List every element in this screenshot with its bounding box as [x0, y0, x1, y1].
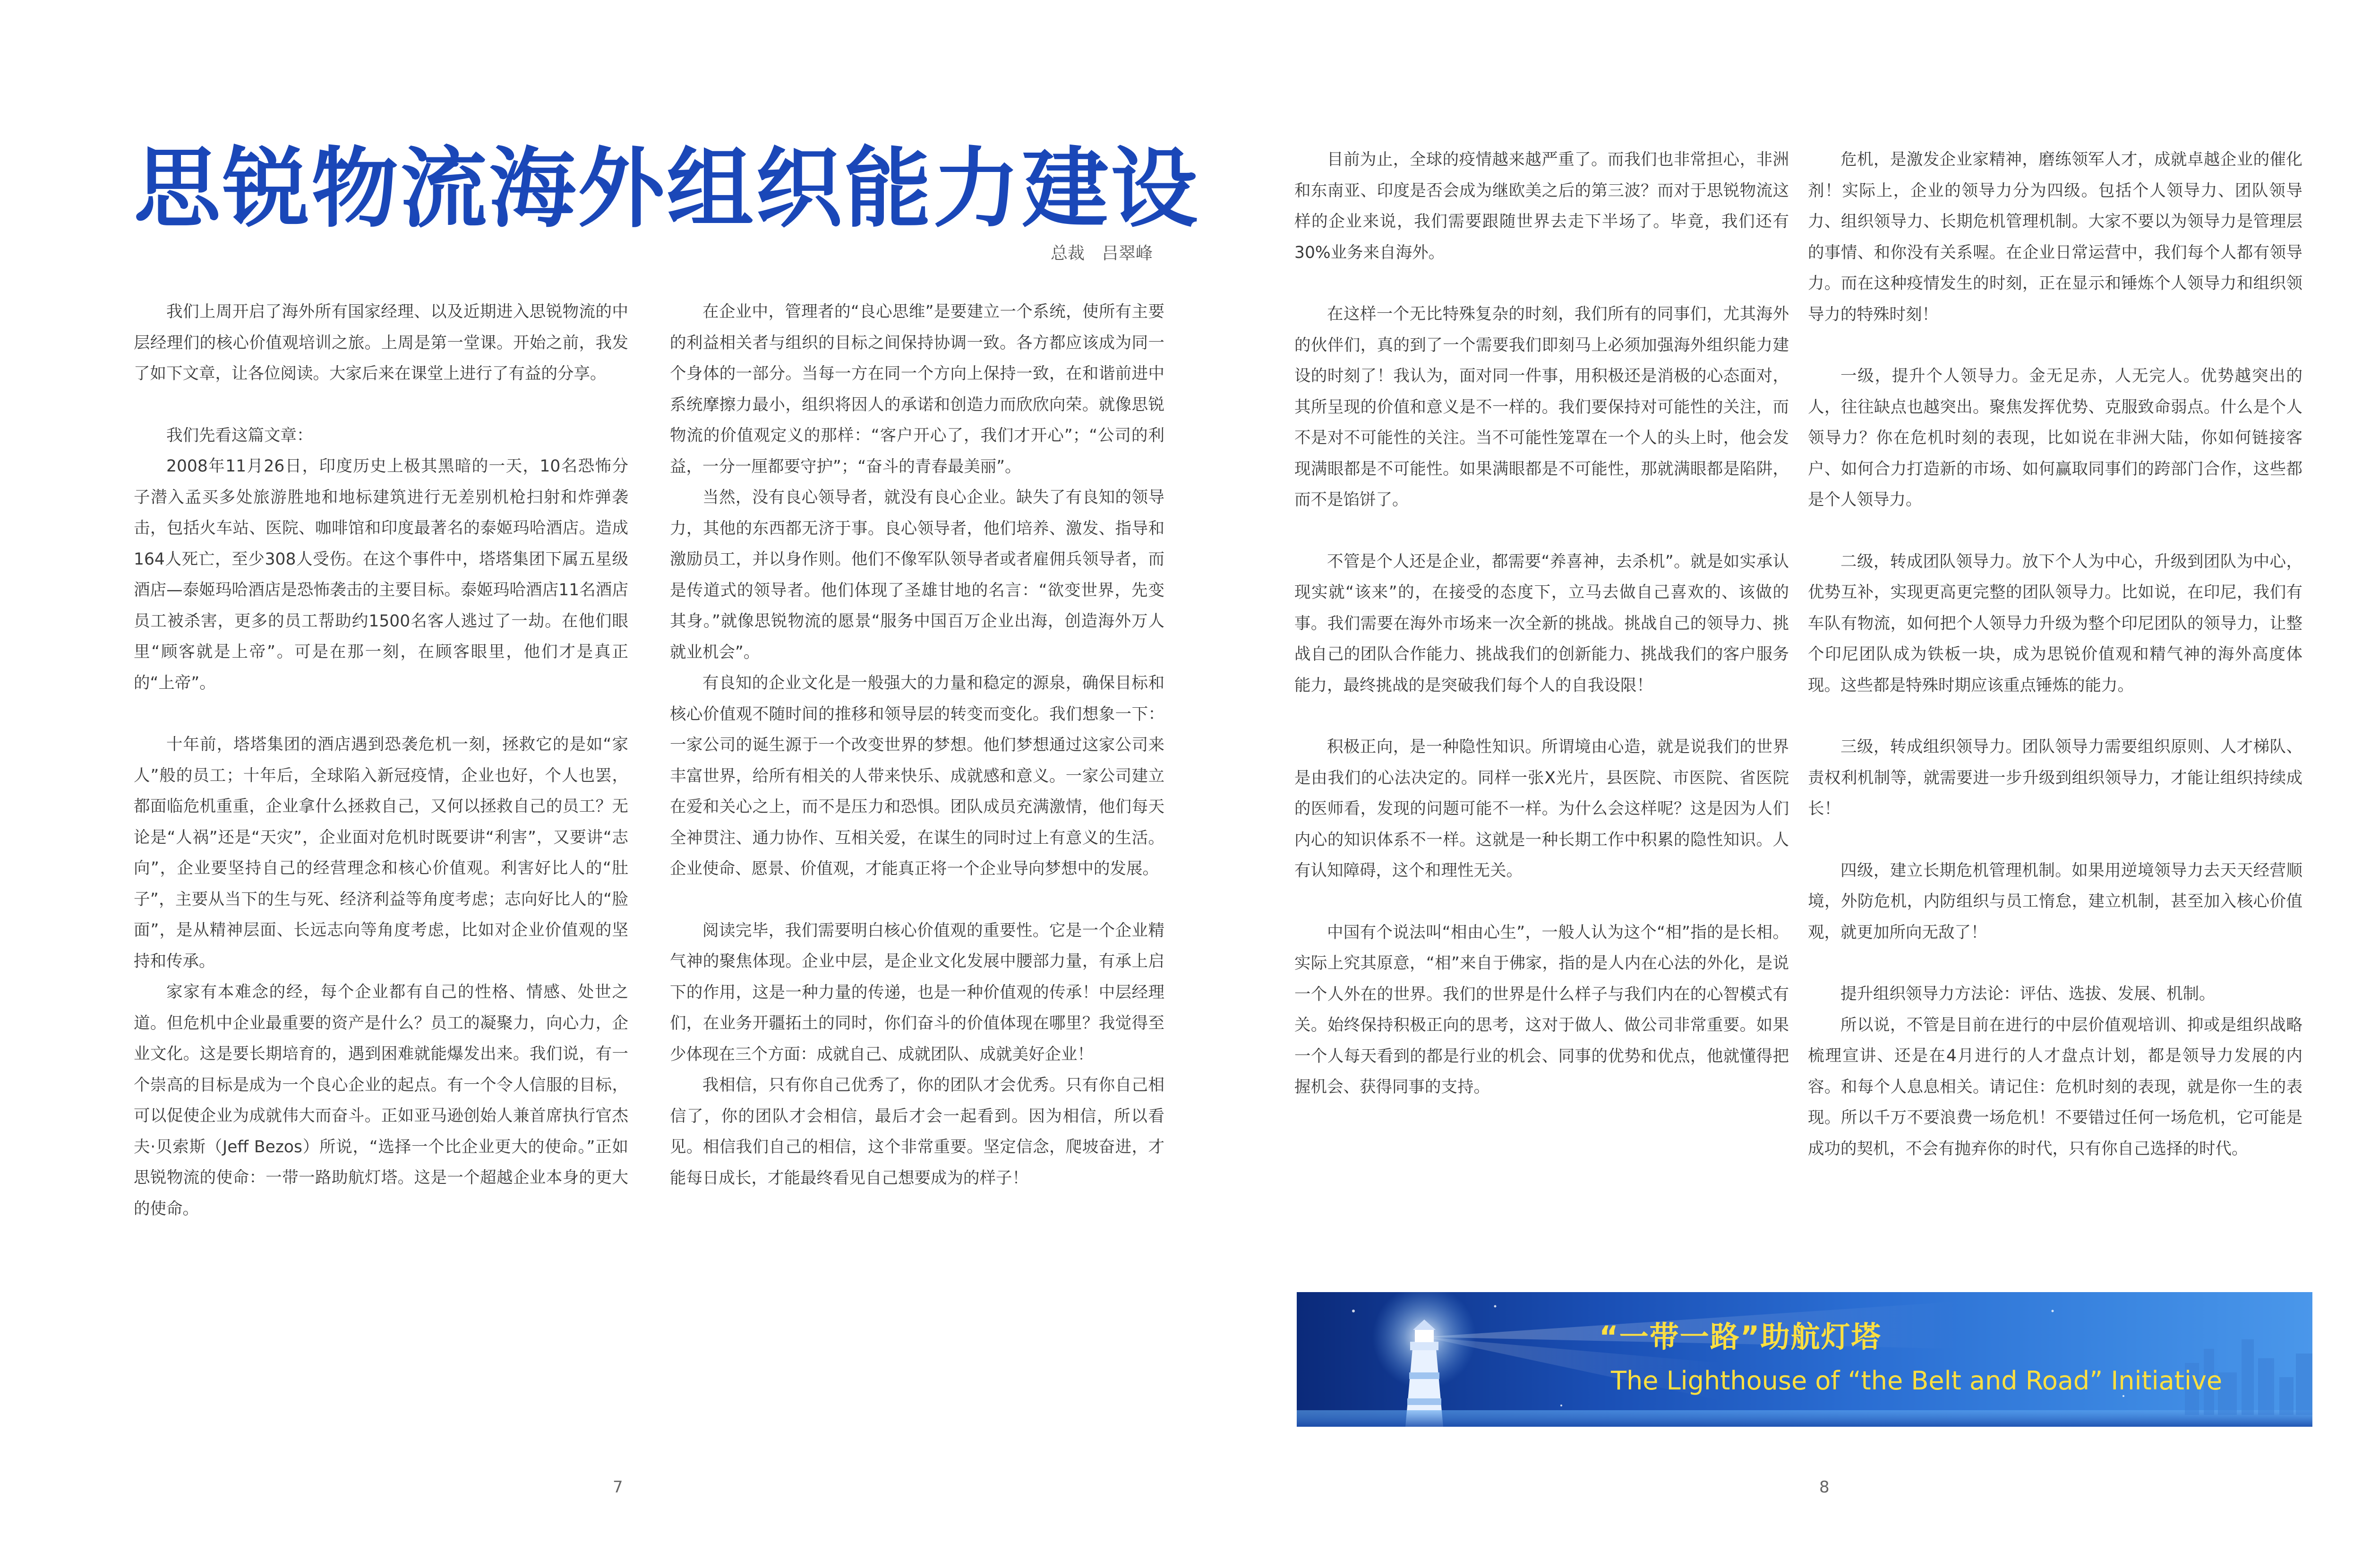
text-column-1: [134, 297, 628, 1225]
paragraph: 2008年11月26日，印度历史上极其黑暗的一天，10名恐怖分子潜入孟买多处旅游胜地和地标建筑进行无差别机枪扫射和炸弹袭击，包括火车站、医院、咖啡馆和印度最著名的泰姬玛哈酒店。造成164人死亡，至少308人受伤。在这个事件中，塔塔集团下属五星级酒店—泰姬玛哈酒店是恐怖袭击的主要目标。泰姬玛哈酒店11名酒店员工被杀害，更多的员工帮助约1500名客人逃过了一劫。在他们眼里“顾客就是上帝”。可是在那一刻，在顾客眼里，他们才是真正的“上帝”。: [134, 457, 628, 693]
text-column-3: [1294, 145, 1789, 1103]
article-title: 思锐物流海外组织能力建设: [134, 138, 1200, 240]
paragraph: 我们上周开启了海外所有国家经理、以及近期进入思锐物流的中层经理们的核心价值观培训之旅。上周是第一堂课。开始之前，我发了如下文章，让各位阅读。大家后来在课堂上进行了有益的分享。: [134, 302, 628, 383]
paragraph: 目前为止，全球的疫情越来越严重了。而我们也非常担心，非洲和东南亚、印度是否会成为继欧美之后的第三波？而对于思锐物流这样的企业来说，我们需要跟随世界去走下半场了。毕竟，我们还有30%业务来自海外。: [1294, 150, 1789, 262]
paragraph: 二级，转成团队领导力。放下个人为中心，升级到团队为中心，优势互补，实现更高更完整的团队领导力。比如说，在印尼，我们有车队有物流，如何把个人领导力升级为整个印尼团队的领导力，让整个印尼团队成为铁板一块，成为思锐价值观和精气神的海外高度体现。这些都是特殊时期应该重点锤炼的能力。: [1808, 552, 2302, 695]
paragraph: 三级，转成组织领导力。团队领导力需要组织原则、人才梯队、责权利机制等，就需要进一步升级到组织领导力，才能让组织持续成长！: [1808, 737, 2302, 818]
page-number-right: 8: [1819, 1478, 1830, 1497]
paragraph: 家家有本难念的经，每个企业都有自己的性格、情感、处世之道。但危机中企业最重要的资产是什么？员工的凝聚力，向心力，企业文化。这是要长期培育的，遇到困难就能爆发出来。我们说，有一个崇高的目标是成为一个良心企业的起点。有一个令人信服的目标，可以促使企业为成就伟大而奋斗。正如亚马逊创始人兼首席执行官杰夫·贝索斯（Jeff Bezos）所说，“选择一个比企业更大的使命。”正如思锐物流的使命：一带一路助航灯塔。这是一个超越企业本身的更大的使命。: [134, 983, 628, 1218]
paragraph: 当然，没有良心领导者，就没有良心企业。缺失了有良知的领导力，其他的东西都无济于事。良心领导者，他们培养、激发、指导和激励员工，并以身作则。他们不像军队领导者或者雇佣兵领导者，而是传道式的领导者。他们体现了圣雄甘地的名言：“欲变世界，先变其身。”就像思锐物流的愿景“服务中国百万企业出海，创造海外万人就业机会”。: [670, 488, 1164, 662]
text-column-2: [670, 297, 1164, 1194]
page-number-left: 7: [613, 1478, 623, 1497]
paragraph: 不管是个人还是企业，都需要“养喜神，去杀机”。就是如实承认现实就“该来”的，在接受的态度下，立马去做自己喜欢的、该做的事。我们需要在海外市场来一次全新的挑战。挑战自己的领导力、挑战自己的团队合作能力、挑战我们的创新能力、挑战我们的客户服务能力，最终挑战的是突破我们每个人的自我设限！: [1294, 552, 1789, 695]
paragraph: 阅读完毕，我们需要明白核心价值观的重要性。它是一个企业精气神的聚焦体现。企业中层，是企业文化发展中腰部力量，有承上启下的作用，这是一种力量的传递，也是一种价值观的传承！中层经理们，在业务开疆拓土的同时，你们奋斗的价值体现在哪里？我觉得至少体现在三个方面：成就自己、成就团队、成就美好企业！: [670, 921, 1164, 1064]
paragraph: 有良知的企业文化是一般强大的力量和稳定的源泉，确保目标和核心价值观不随时间的推移和领导层的转变而变化。我们想象一下：一家公司的诞生源于一个改变世界的梦想。他们梦想通过这家公司来丰富世界，给所有相关的人带来快乐、成就感和意义。一家公司建立在爱和关心之上，而不是压力和恐惧。团队成员充满激情，他们每天全神贯注、通力协作、互相关爱，在谋生的同时过上有意义的生活。企业使命、愿景、价值观，才能真正将一个企业导向梦想中的发展。: [670, 674, 1164, 878]
paragraph: 中国有个说法叫“相由心生”，一般人认为这个“相”指的是长相。实际上究其原意，“相”来自于佛家，指的是人内在心法的外化，是说一个人外在的世界。我们的世界是什么样子与我们内在的心智模式有关。始终保持积极正向的思考，这对于做人、做公司非常重要。如果一个人每天看到的都是行业的机会、同事的优势和优点，他就懂得把握机会、获得同事的支持。: [1294, 923, 1789, 1097]
paragraph: 所以说，不管是目前在进行的中层价值观培训、抑或是组织战略梳理宣讲、还是在4月进行的人才盘点计划，都是领导力发展的内容。和每个人息息相关。请记住：危机时刻的表现，就是你一生的表现。所以千万不要浪费一场危机！不要错过任何一场危机，它可能是成功的契机，不会有抛弃你的时代，只有你自己选择的时代。: [1808, 1015, 2302, 1158]
paragraph: 一级，提升个人领导力。金无足赤，人无完人。优势越突出的人，往往缺点也越突出。聚焦发挥优势、克服致命弱点。什么是个人领导力？你在危机时刻的表现，比如说在非洲大陆，你如何链接客户、如何合力打造新的市场、如何赢取同事们的跨部门合作，这些都是个人领导力。: [1808, 367, 2302, 509]
author-byline: 总裁 吕翠峰: [1050, 244, 1153, 263]
paragraph: 在这样一个无比特殊复杂的时刻，我们所有的同事们，尤其海外的伙伴们，真的到了一个需要我们即刻马上必须加强海外组织能力建设的时刻了！我认为，面对同一件事，用积极还是消极的心态面对，其所呈现的价值和意义是不一样的。我们要保持对可能性的关注，而不是对不可能性的关注。当不可能性笼罩在一个人的头上时，他会发现满眼都是不可能性。如果满眼都是不可能性，那就满眼都是陷阱，而不是馅饼了。: [1294, 305, 1789, 509]
lighthouse-banner: [1297, 1292, 2312, 1427]
paragraph: 积极正向，是一种隐性知识。所谓境由心造，就是说我们的世界是由我们的心法决定的。同样一张X光片，县医院、市医院、省医院的医师看，发现的问题可能不一样。为什么会这样呢？这是因为人们内心的知识体系不一样。这就是一种长期工作中积累的隐性知识。人有认知障碍，这个和理性无关。: [1294, 737, 1789, 880]
paragraph: 在企业中，管理者的“良心思维”是要建立一个系统，使所有主要的利益相关者与组织的目标之间保持协调一致。各方都应该成为同一个身体的一部分。当每一方在同一个方向上保持一致，在和谐前进中系统摩擦力最小，组织将因人的承诺和创造力而欣欣向荣。就像思锐物流的价值观定义的那样：“客户开心了，我们才开心”；“公司的利益，一分一厘都要守护”；“奋斗的青春最美丽”。: [670, 302, 1164, 476]
paragraph: 十年前，塔塔集团的酒店遇到恐袭危机一刻，拯救它的是如“家人”般的员工；十年后，全球陷入新冠疫情，企业也好，个人也罢，都面临危机重重，企业拿什么拯救自己，又何以拯救自己的员工？无论是“人祸”还是“天灾”，企业面对危机时既要讲“利害”，又要讲“志向”，企业要坚持自己的经营理念和核心价值观。利害好比人的“肚子”，主要从当下的生与死、经济利益等角度考虑；志向好比人的“脸面”，是从精神层面、长远志向等角度考虑，比如对企业价值观的坚持和传承。: [134, 735, 628, 971]
text-column-4: [1808, 145, 2302, 1165]
banner-title-cn: “一带一路”助航灯塔: [1599, 1320, 1882, 1354]
paragraph: 我相信，只有你自己优秀了，你的团队才会优秀。只有你自己相信了，你的团队才会相信，最后才会一起看到。因为相信，所以看见。相信我们自己的相信，这个非常重要。坚定信念，爬坡奋进，才能每日成长，才能最终看见自己想要成为的样子！: [670, 1076, 1164, 1188]
paragraph: 危机，是激发企业家精神，磨练领军人才，成就卓越企业的催化剂！实际上，企业的领导力分为四级。包括个人领导力、团队领导力、组织领导力、长期危机管理机制。大家不要以为领导力是管理层的事情、和你没有关系喔。在企业日常运营中，我们每个人都有领导力。而在这种疫情发生的时刻，正在显示和锤炼个人领导力和组织领导力的特殊时刻！: [1808, 150, 2302, 324]
paragraph: 四级，建立长期危机管理机制。如果用逆境领导力去天天经营顺境，外防危机，内防组织与员工惰怠，建立机制，甚至加入核心价值观，就更加所向无敌了！: [1808, 861, 2302, 942]
lighthouse-illustration: [1297, 1292, 2312, 1427]
banner-title-en: The Lighthouse of “the Belt and Road” Initiative: [1611, 1366, 2223, 1396]
paragraph: 我们先看这篇文章：: [166, 426, 313, 445]
paragraph: 提升组织领导力方法论：评估、选拔、发展、机制。: [1840, 985, 2216, 1003]
